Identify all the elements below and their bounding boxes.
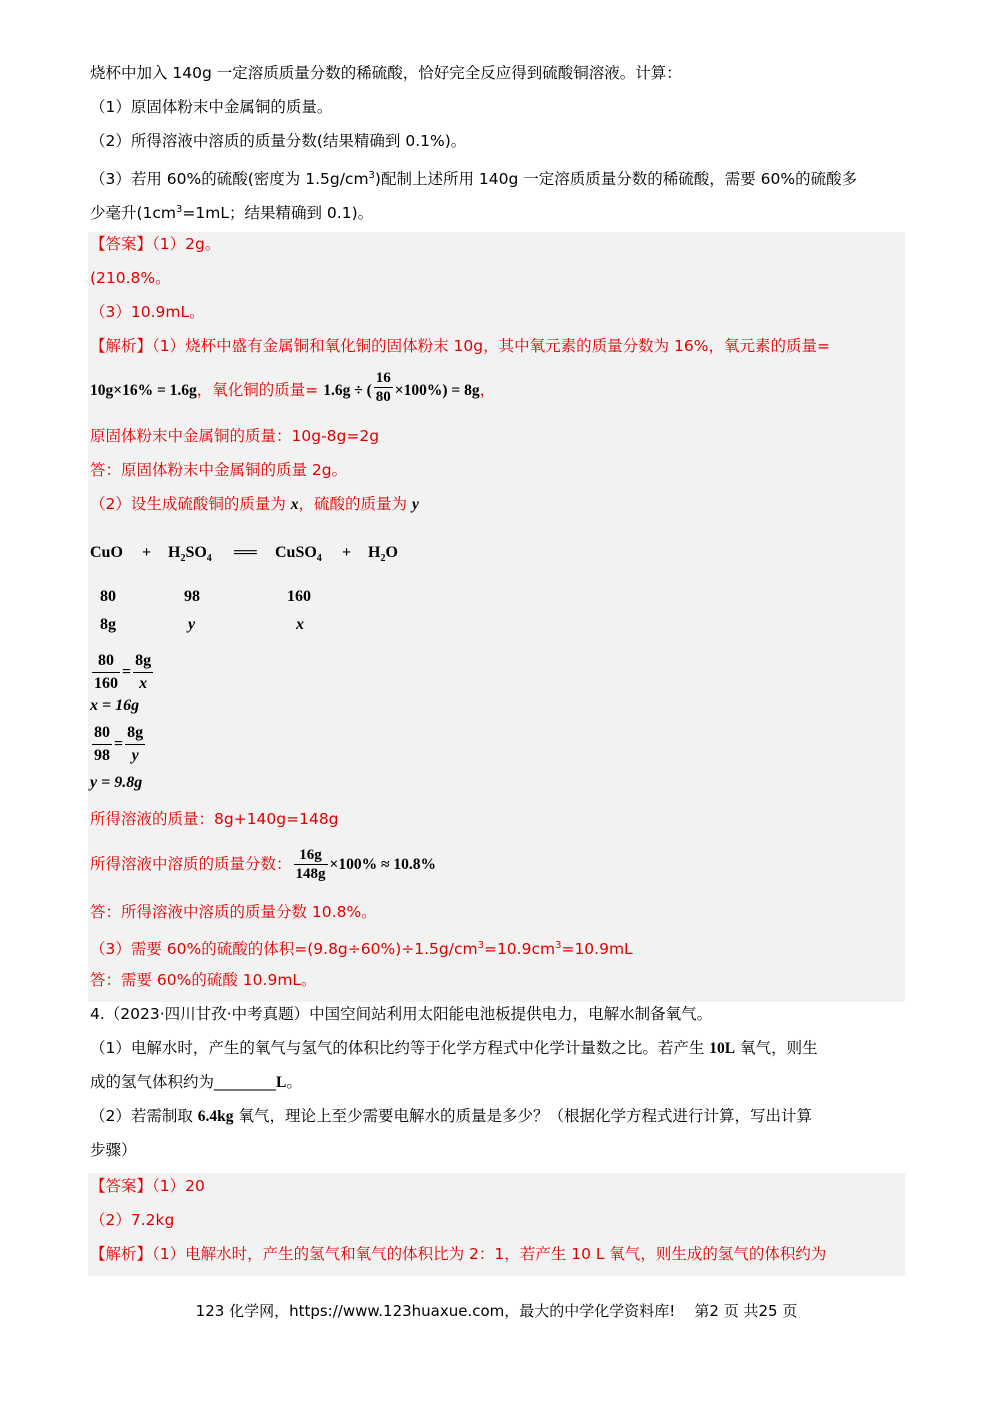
q3-analysis-6: 所得溶液的质量：8g+140g=148g: [90, 810, 339, 828]
eq-val-h2so4: y: [188, 616, 196, 633]
q4-answer-1: 【答案】（1）20: [90, 1177, 205, 1195]
q3-analysis-1: 【解析】（1）烧杯中盛有金属铜和氧化铜的固体粉末 10g，其中氧元素的质量分数为 16%，氧元素的质量=: [90, 337, 830, 355]
eq-mass-cuo: 80: [100, 588, 116, 605]
eq-plus-2: +: [342, 544, 352, 561]
q3-analysis-9: （3）需要 60%的硫酸的体积$=(9.8g\div 60\%)\div 1.5g/cm^3=10.9cm^3=10.9mL$: [90, 940, 633, 959]
q4-part2-line1: （2）若需制取 6.4kg 氧气，理论上至少需要电解水的质量是多少？（根据化学方程式进行计算，写出计算: [90, 1107, 812, 1125]
eq-val-cuo: 8g: [100, 616, 116, 633]
q3-analysis-10: 答：需要 60%的硫酸 10.9mL。: [90, 971, 317, 989]
eq-val-cuso4: x: [296, 616, 304, 633]
q3-analysis-8: 答：所得溶液中溶质的质量分数 10.8%。: [90, 903, 377, 921]
answer-tag: 【答案】: [90, 235, 153, 253]
eq-cuso4: CuSO$_4$: [275, 544, 322, 565]
q4-heading: 4.（2023·四川甘孜·中考真题）中国空间站利用太阳能电池板提供电力，电解水制备氧气。: [90, 1005, 713, 1023]
q4-part1-line1: （1）电解水时，产生的氧气与氢气的体积比约等于化学方程式中化学计量数之比。若产生 10L 氧气，则生: [90, 1039, 818, 1057]
q3-analysis-4: 答：原固体粉末中金属铜的质量 2g。: [90, 461, 348, 479]
result-y: y = 9.8g: [90, 774, 143, 791]
eq-cuo: CuO: [90, 544, 123, 561]
analysis-tag: 【解析】: [90, 1245, 153, 1263]
eq-equals: ══: [234, 544, 257, 561]
eq-h2so4: $H_2SO_4$: [168, 544, 212, 565]
footer-site: 123 化学网，https://www.123huaxue.com，最大的中学化学资料库!: [195, 1302, 676, 1320]
q4-analysis-1: 【解析】（1）电解水时，产生的氢气和氧气的体积比为 2：1，若产生 10 L 氧气，则生成的氢气的体积约为: [90, 1245, 827, 1263]
eq-mass-cuso4: 160: [287, 588, 311, 605]
q4-answer-2: （2）7.2kg: [90, 1211, 175, 1229]
answer-blank: ________: [214, 1073, 277, 1091]
q4-part2-line2: 步骤）: [90, 1141, 137, 1159]
q3-part1: （1）原固体粉末中金属铜的质量。: [90, 98, 333, 116]
result-x: x = 16g: [90, 697, 140, 714]
q3-analysis-7: 所得溶液中溶质的质量分数： $\frac{16g}{148g}$ ×100% ≈ 10.8%: [90, 847, 436, 882]
q3-part3-line1: （3）若用 60%的硫酸(密度为 $1.5g/cm^3$)配制上述所用 140g 一定溶质质量分数的稀硫酸，需要 60%的硫酸多: [90, 170, 858, 189]
q3-analysis-2: 10g×16% = 1.6g，氧化铜的质量= 1.6g ÷ ( $\frac{16}{80}$ ×100%) = 8g，: [90, 370, 496, 405]
q3-answer-3: （3）10.9mL。: [90, 303, 205, 321]
q3-analysis-3: 原固体粉末中金属铜的质量：10g-8g=2g: [90, 427, 380, 445]
ratio-2: $\frac{80}{98}$ = $\frac{8g}{y}$: [94, 724, 144, 764]
page-number: 第2 页 共25 页: [694, 1302, 798, 1320]
q3-answer-2: (210.8%。: [90, 269, 171, 287]
eq-plus-1: +: [142, 544, 152, 561]
eq-mass-h2so4: 98: [184, 588, 200, 605]
q3-analysis-5: （2）设生成硫酸铜的质量为 x，硫酸的质量为 y: [90, 495, 419, 513]
analysis-tag: 【解析】: [90, 337, 153, 355]
q3-answer-1: 【答案】（1）2g。: [90, 235, 221, 253]
q3-part3-line2: 少毫升($1cm^3=1mL$；结果精确到 0.1)。: [90, 204, 374, 223]
q3-intro: 烧杯中加入 140g 一定溶质质量分数的稀硫酸，恰好完全反应得到硫酸铜溶液。计算：: [90, 64, 682, 82]
page-footer: [0, 1300, 993, 1321]
eq-h2o: $H_2O$: [368, 544, 398, 565]
q3-part2: （2）所得溶液中溶质的质量分数(结果精确到 0.1%)。: [90, 132, 467, 150]
q4-part1-line2: 成的氢气体积约为________L。: [90, 1073, 302, 1091]
answer-tag: 【答案】: [90, 1177, 153, 1195]
ratio-1: $\frac{80}{160}$ = $\frac{8g}{x}$: [94, 652, 152, 692]
